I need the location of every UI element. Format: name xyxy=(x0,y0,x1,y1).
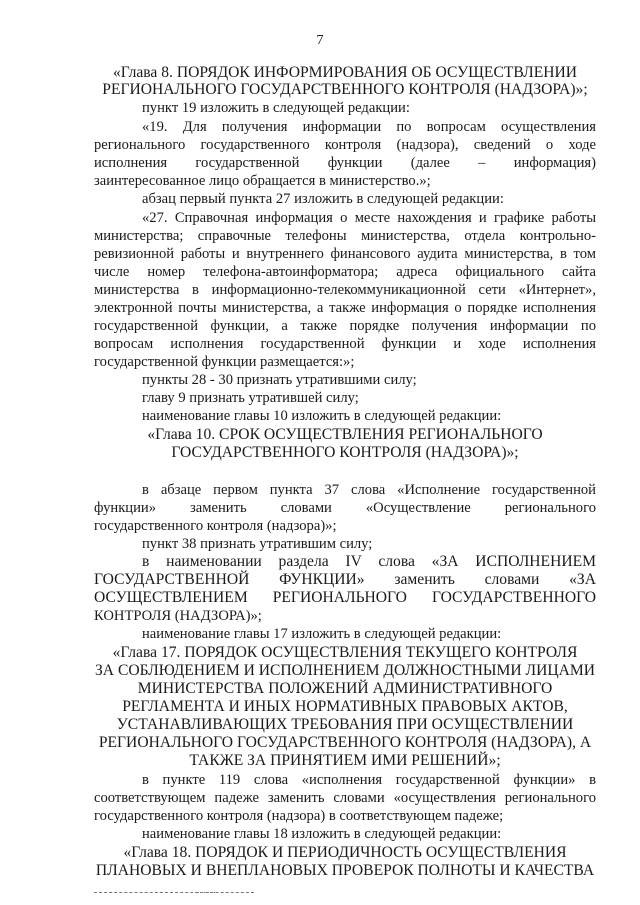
text-line: наименование главы 10 изложить в следующей редакции: xyxy=(142,408,502,424)
text-line: абзац первый пункта 27 изложить в следующей редакции: xyxy=(142,191,504,207)
text-line: в абзаце первом пункта 37 слова «Исполнение государственной xyxy=(142,482,596,498)
text-line: РЕГИОНАЛЬНОГО ГОСУДАРСТВЕННОГО КОНТРОЛЯ (НАДЗОРА)»; xyxy=(102,81,588,98)
text-line: министерства в информационно-телекоммуникационной сети «Интернет», xyxy=(94,282,596,298)
text-line: ГОСУДАРСТВЕННОЙ ФУНКЦИИ» заменить словами «ЗА xyxy=(94,571,596,588)
text-line: соответствующем падеже заменить словами «осуществления регионального xyxy=(94,790,596,806)
text-line: наименование главы 17 изложить в следующей редакции: xyxy=(142,626,502,642)
text-line: ПЛАНОВЫХ И ВНЕПЛАНОВЫХ ПРОВЕРОК ПОЛНОТЫ И КАЧЕСТВА xyxy=(95,862,595,879)
text-line: министерства; справочные телефоны министерства, отдела контрольно- xyxy=(94,228,596,244)
text-line: пункт 19 изложить в следующей редакции: xyxy=(142,100,410,116)
text-line: регионального государственного контроля (надзора), сведений о ходе xyxy=(94,137,596,153)
text-line: «Глава 10. СРОК ОСУЩЕСТВЛЕНИЯ РЕГИОНАЛЬНОГО xyxy=(147,426,543,443)
footer-rule xyxy=(94,892,254,893)
text-line: ТАКЖЕ ЗА ПРИНЯТИЕМ ИМИ РЕШЕНИЙ»; xyxy=(189,752,501,769)
text-line: в наименовании раздела IV слова «ЗА ИСПОЛНЕНИЕМ xyxy=(142,553,596,570)
page-number: 7 xyxy=(316,33,324,48)
text-line: в пункте 119 слова «исполнения государственной функции» в xyxy=(142,772,596,788)
text-line: УСТАНАВЛИВАЮЩИХ ТРЕБОВАНИЯ ПРИ ОСУЩЕСТВЛЕНИИ xyxy=(116,716,574,733)
text-line: вопросам исполнения государственной функции и ходе исполнения xyxy=(94,336,596,352)
text-line: ГОСУДАРСТВЕННОГО КОНТРОЛЯ (НАДЗОРА)»; xyxy=(171,444,519,461)
text-line: электронной почты министерства, а также информация о порядке исполнения xyxy=(94,300,596,316)
text-line: ЗА СОБЛЮДЕНИЕМ И ИСПОЛНЕНИЕМ ДОЛЖНОСТНЫМИ ЛИЦАМИ xyxy=(94,662,596,679)
text-line: государственной функции, а также порядке получения информации по xyxy=(94,318,596,334)
text-line: функции» заменить словами «Осуществление регионального xyxy=(94,500,596,516)
text-line: «Глава 8. ПОРЯДОК ИНФОРМИРОВАНИЯ ОБ ОСУЩЕСТВЛЕНИИ xyxy=(112,64,578,81)
text-line: числе номер телефона-автоинформатора; адреса официального сайта xyxy=(94,264,596,280)
text-line: РЕГЛАМЕНТА И ИНЫХ НОРМАТИВНЫХ ПРАВОВЫХ АКТОВ, xyxy=(122,698,568,715)
text-line: исполнения государственной функции (далее – информация) xyxy=(94,155,596,171)
text-line: МИНИСТЕРСТВА ПОЛОЖЕНИЙ АДМИНИСТРАТИВНОГО xyxy=(137,680,553,697)
text-line: КОНТРОЛЯ (НАДЗОРА)»; xyxy=(94,608,262,624)
text-line: ОСУЩЕСТВЛЕНИЕМ РЕГИОНАЛЬНОГО ГОСУДАРСТВЕННОГО xyxy=(94,589,596,606)
text-line: главу 9 признать утратившей силу; xyxy=(142,390,359,406)
text-line: пункты 28 - 30 признать утратившими силу; xyxy=(142,372,417,388)
text-line: государственного контроля (надзора) в соответствующем падеже; xyxy=(94,808,504,824)
text-line: РЕГИОНАЛЬНОГО ГОСУДАРСТВЕННОГО КОНТРОЛЯ (НАДЗОРА), А xyxy=(98,734,592,751)
text-line: наименование главы 18 изложить в следующей редакции: xyxy=(142,826,502,842)
text-line: заинтересованное лицо обращается в министерство.»; xyxy=(94,173,431,189)
text-line: «19. Для получения информации по вопросам осуществления xyxy=(142,119,596,135)
text-line: государственной функции размещается:»; xyxy=(94,354,355,370)
text-line: «Глава 17. ПОРЯДОК ОСУЩЕСТВЛЕНИЯ ТЕКУЩЕГО КОНТРОЛЯ xyxy=(112,644,578,661)
text-line: «27. Справочная информация о месте нахождения и графике работы xyxy=(142,210,596,226)
text-line: пункт 38 признать утратившим силу; xyxy=(142,536,373,552)
text-line: «Глава 18. ПОРЯДОК И ПЕРИОДИЧНОСТЬ ОСУЩЕСТВЛЕНИЯ xyxy=(123,844,567,861)
text-line: государственного контроля (надзора)»; xyxy=(94,518,337,534)
footer-rule-mark xyxy=(195,892,215,893)
text-line: ревизионной работы и внутреннего финансового аудита министерства, в том xyxy=(94,246,596,262)
